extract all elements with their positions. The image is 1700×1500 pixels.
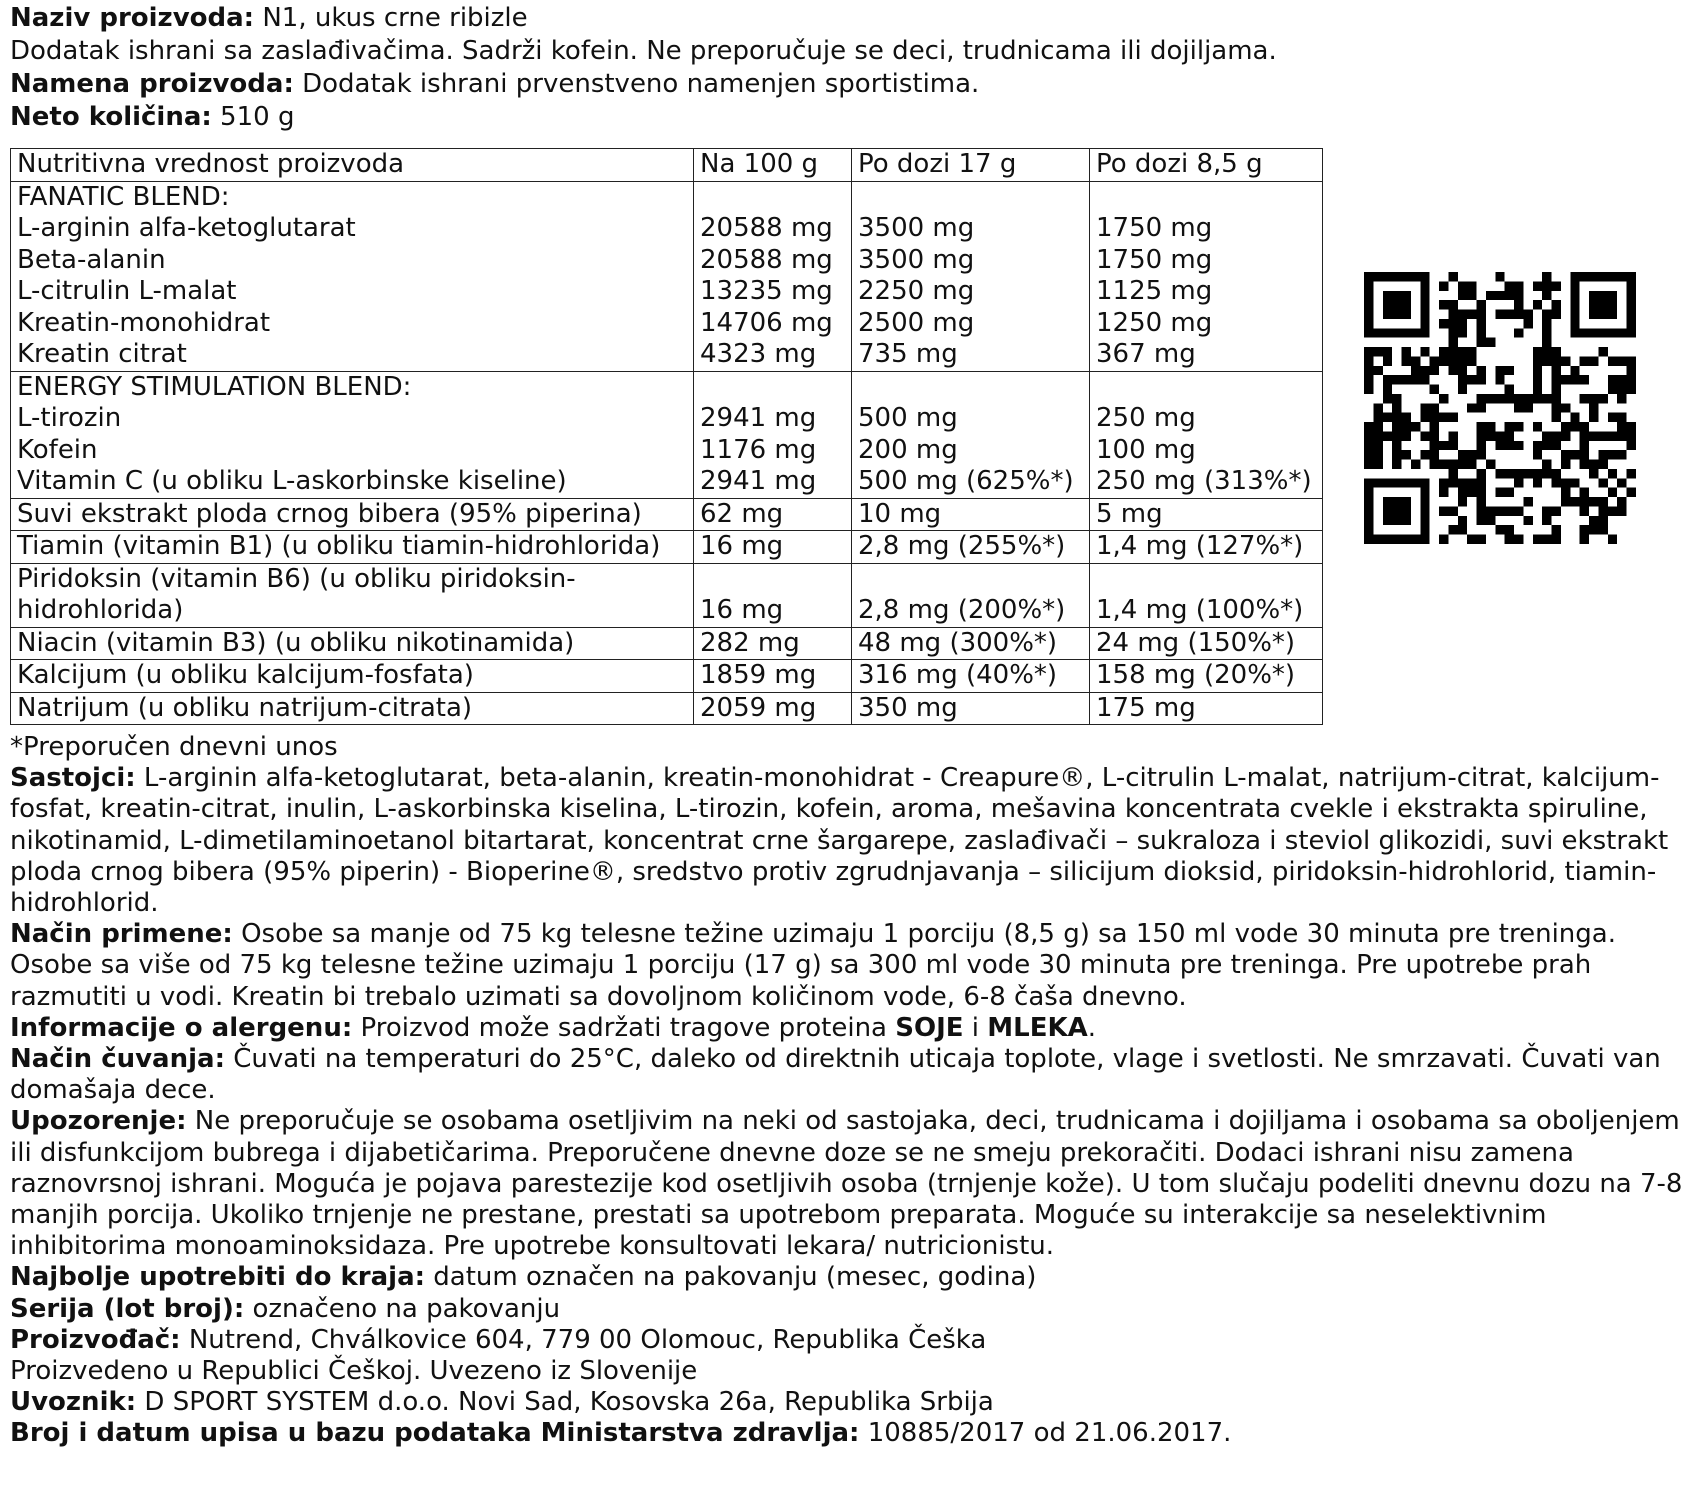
value-per-8-5g: 1125 mg	[1096, 276, 1213, 306]
allergen-label: Informacije o alergenu:	[10, 1012, 353, 1043]
product-label-document	[10, 2, 1692, 134]
value-per-17g: 3500 mg	[858, 213, 975, 243]
value-per-100g: 2059 mg	[694, 692, 852, 725]
importer-line	[10, 1387, 1692, 1418]
nutrient-name-line-2: hidrohlorida)	[17, 595, 184, 625]
value-per-17g: 500 mg (625%*)	[858, 466, 1074, 496]
value-per-8-5g: 1,4 mg (127%*)	[1090, 531, 1323, 564]
product-description-line: Dodatak ishrani sa zaslađivačima. Sadrži kofein. Ne preporučuje se deci, trudnicama ili dojiljama.	[10, 36, 1277, 66]
label-text-block	[10, 732, 1692, 1450]
value-per-100g: 16 mg	[700, 595, 784, 625]
registry-text: 10885/2017 od 21.06.2017.	[859, 1418, 1232, 1449]
value-per-8-5g: 5 mg	[1090, 498, 1323, 531]
value-per-17g: 200 mg	[858, 434, 958, 465]
storage-text: Čuvati na temperaturi do 25°C, daleko od direktnih uticaja toplote, vlage i svetlosti. Ne smrzavati. Čuvati van domašaja dece.	[10, 1044, 1661, 1106]
value-per-17g: 3500 mg	[858, 244, 975, 275]
lot-text: označeno na pakovanju	[244, 1293, 561, 1324]
header-cell: Po dozi 17 g	[852, 149, 1090, 182]
product-purpose-line	[10, 68, 1692, 101]
nutrient-name: L-tirozin	[17, 403, 122, 433]
value-per-17g: 350 mg	[852, 692, 1090, 725]
lot-line	[10, 1294, 1692, 1325]
allergen-milk: MLEKA	[987, 1012, 1088, 1043]
registry-label: Broj i datum upisa u bazu podataka Ministarstva zdravlja:	[10, 1418, 860, 1449]
nutrient-name: Beta-alanin	[17, 244, 166, 275]
product-name-value: N1, ukus crne ribizle	[254, 3, 528, 33]
energy-stimulation-blend-group	[11, 371, 1323, 498]
nutrient-name-line-1: Piridoksin (vitamin B6) (u obliku piridoksin-	[17, 563, 576, 594]
value-per-8-5g: 1750 mg	[1096, 244, 1213, 275]
value-per-17g: 735 mg	[858, 339, 958, 369]
allergen-dot: .	[1087, 1012, 1097, 1043]
value-per-100g: 2941 mg	[700, 403, 817, 433]
value-per-17g: 316 mg (40%*)	[852, 660, 1090, 693]
warning-paragraph	[10, 1106, 1692, 1262]
value-per-8-5g: 158 mg (20%*)	[1090, 660, 1323, 693]
value-per-8-5g: 175 mg	[1090, 692, 1323, 725]
producer-label: Proizvođač:	[10, 1324, 181, 1355]
table-row	[11, 563, 1323, 627]
product-name-line	[10, 2, 1692, 35]
registry-line	[10, 1418, 1692, 1449]
value-per-100g: 20588 mg	[700, 213, 833, 243]
value-per-17g: 48 mg (300%*)	[852, 627, 1090, 660]
value-per-100g: 1859 mg	[694, 660, 852, 693]
importer-text: D SPORT SYSTEM d.o.o. Novi Sad, Kosovska 26a, Republika Srbija	[136, 1387, 994, 1418]
nutrient-name: Niacin (vitamin B3) (u obliku nikotinamida)	[11, 627, 694, 660]
nutrient-name: Kofein	[17, 434, 98, 465]
net-quantity-line	[10, 101, 1692, 134]
group-title: FANATIC BLEND:	[17, 181, 230, 212]
table-row	[11, 498, 1323, 531]
usage-label: Način primene:	[10, 919, 233, 950]
warning-label: Upozorenje:	[10, 1106, 187, 1137]
value-per-100g: 14706 mg	[700, 307, 833, 338]
best-before-line	[10, 1262, 1692, 1293]
value-per-100g: 13235 mg	[700, 276, 833, 306]
origin-line: Proizvedeno u Republici Češkoj. Uvezeno iz Slovenije	[10, 1356, 698, 1387]
lot-label: Serija (lot broj):	[10, 1293, 245, 1324]
value-per-8-5g: 250 mg	[1096, 403, 1196, 433]
nutrient-name: Vitamin C (u obliku L-askorbinske kiseline)	[17, 466, 567, 496]
ingredients-label: Sastojci:	[10, 763, 136, 794]
header-cell: Nutritivna vrednost proizvoda	[11, 149, 694, 182]
value-per-8-5g: 1250 mg	[1096, 307, 1213, 338]
product-purpose-label: Namena proizvoda:	[10, 69, 294, 99]
value-per-17g: 2250 mg	[858, 276, 975, 306]
value-per-100g: 20588 mg	[700, 244, 833, 275]
allergen-soy: SOJE	[895, 1012, 964, 1043]
value-per-17g: 10 mg	[852, 498, 1090, 531]
value-per-100g: 1176 mg	[700, 434, 817, 465]
best-before-text: datum označen na pakovanju (mesec, godina)	[425, 1262, 1037, 1293]
table-row	[11, 531, 1323, 564]
value-per-17g: 2500 mg	[858, 307, 975, 338]
value-per-8-5g: 24 mg (150%*)	[1090, 627, 1323, 660]
header-cell: Po dozi 8,5 g	[1090, 149, 1323, 182]
nutrient-name: Natrijum (u obliku natrijum-citrata)	[11, 692, 694, 725]
nutrient-name: L-citrulin L-malat	[17, 276, 237, 306]
storage-paragraph	[10, 1044, 1692, 1106]
nutrient-name: Kalcijum (u obliku kalcijum-fosfata)	[11, 660, 694, 693]
value-per-100g: 4323 mg	[700, 339, 817, 369]
net-quantity-label: Neto količina:	[10, 102, 212, 132]
value-per-8-5g: 1,4 mg (100%*)	[1096, 595, 1304, 625]
nutrition-table-header-row	[11, 149, 1323, 182]
value-per-17g: 500 mg	[858, 403, 958, 433]
ingredients-text: L-arginin alfa-ketoglutarat, beta-alanin, kreatin-monohidrat - Creapure®, L-citrulin L-malat, natrijum-citrat, kalcijum-fosfat, kreatin-citrat, inulin, L-askorbinska kiselina, L-tirozin, kofein, aroma, mešavina koncentrata cvekle i ekstrakta spiruline, nikotinamid, L-dimetilaminoetanol bitartarat, koncentrat crne šargarepe, zaslađivači – sukraloza i steviol glikozidi, suvi ekstrakt ploda crnog bibera (95% piperin) - Bioperine®, sredstvo protiv zgrudnjavanja – silicijum dioksid, piridoksin-hidrohlorid, tiamin-hidrohlorid.	[10, 763, 1669, 919]
warning-text: Ne preporučuje se osobama osetljivim na neki od sastojaka, deci, trudnicama i dojiljama i osobama sa oboljenjem ili disfunkcijom bubrega i dijabetičarima. Preporučene dnevne doze se ne smeju prekoračiti. Dodaci ishrani nisu zamena raznovrsnoj ishrani. Moguća je pojava parestezije kod osetljivih osoba (trnjenje kože). U tom slučaju podeliti dnevnu dozu na 7-8 manjih porcija. Ukoliko trnjenje ne prestane, prestati sa upotrebom preparata. Moguće su interakcije sa neselektivnim inhibitorima monoaminoksidaza. Pre upotrebe konsultovati lekara/ nutricionistu.	[10, 1106, 1683, 1262]
value-per-100g: 2941 mg	[700, 466, 817, 496]
table-row	[11, 660, 1323, 693]
group-title: ENERGY STIMULATION BLEND:	[17, 371, 412, 402]
value-per-8-5g: 1750 mg	[1096, 213, 1213, 243]
allergen-paragraph	[10, 1013, 1692, 1044]
value-per-17g: 2,8 mg (255%*)	[852, 531, 1090, 564]
nutrient-name: Tiamin (vitamin B1) (u obliku tiamin-hidrohlorida)	[11, 531, 694, 564]
nutrition-table	[10, 148, 1323, 725]
producer-line	[10, 1325, 1692, 1356]
producer-text: Nutrend, Chválkovice 604, 779 00 Olomouc, Republika Češka	[180, 1324, 987, 1355]
table-row	[11, 627, 1323, 660]
value-per-8-5g: 250 mg (313%*)	[1096, 466, 1312, 496]
fanatic-blend-group	[11, 181, 1323, 371]
net-quantity-value: 510 g	[211, 102, 295, 132]
ingredients-paragraph	[10, 763, 1692, 919]
value-per-8-5g: 367 mg	[1096, 339, 1196, 369]
value-per-8-5g: 100 mg	[1096, 434, 1196, 465]
nutrient-name: Kreatin citrat	[17, 339, 187, 369]
allergen-text: Proizvod može sadržati tragove proteina	[352, 1012, 896, 1043]
value-per-100g: 16 mg	[694, 531, 852, 564]
best-before-label: Najbolje upotrebiti do kraja:	[10, 1262, 426, 1293]
header-cell: Na 100 g	[694, 149, 852, 182]
nutrient-name: Kreatin-monohidrat	[17, 307, 271, 338]
value-per-100g: 282 mg	[694, 627, 852, 660]
qr-code-icon	[1364, 272, 1636, 544]
value-per-17g: 2,8 mg (200%*)	[858, 595, 1066, 625]
daily-intake-footnote: *Preporučen dnevni unos	[10, 732, 338, 762]
value-per-100g: 62 mg	[694, 498, 852, 531]
allergen-and: i	[963, 1012, 988, 1043]
importer-label: Uvoznik:	[10, 1387, 137, 1418]
storage-label: Način čuvanja:	[10, 1044, 225, 1075]
usage-paragraph	[10, 919, 1692, 1013]
product-name-label: Naziv proizvoda:	[10, 3, 255, 33]
nutrient-name: L-arginin alfa-ketoglutarat	[17, 213, 356, 243]
nutrient-name: Suvi ekstrakt ploda crnog bibera (95% piperina)	[11, 498, 694, 531]
product-purpose-value: Dodatak ishrani prvenstveno namenjen sportistima.	[293, 69, 980, 99]
usage-text: Osobe sa manje od 75 kg telesne težine uzimaju 1 porciju (8,5 g) sa 150 ml vode 30 minuta pre treninga. Osobe sa više od 75 kg telesne težine uzimaju 1 porciju (17 g) sa 300 ml vode 30 minuta pre treninga. Pre upotrebe prah razmutiti u vodi. Kreatin bi trebalo uzimati sa dovoljnom količinom vode, 6-8 čaša dnevno.	[10, 919, 1616, 1012]
table-row	[11, 692, 1323, 725]
